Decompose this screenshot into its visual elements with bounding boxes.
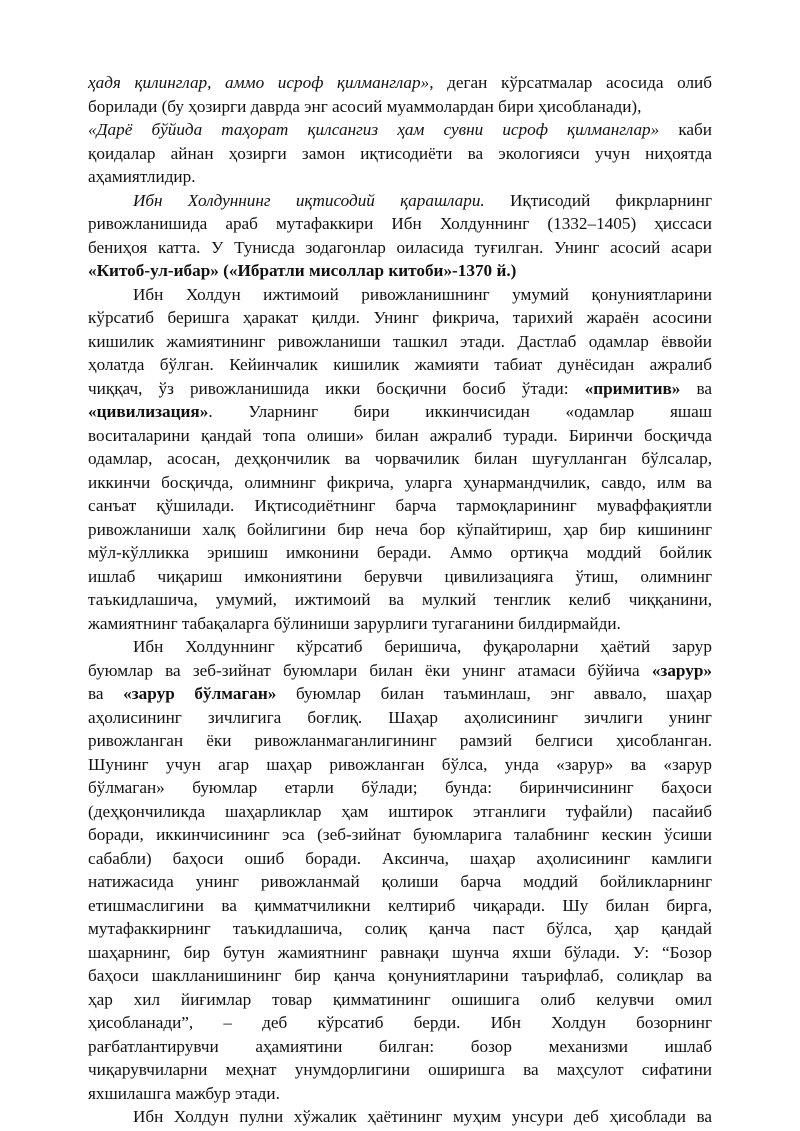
section-heading-line: Ибн Холдуннинг иқтисодий қарашлари. Иқтисодий фикрларнинг bbox=[133, 190, 712, 210]
text-line: етишмаслигини ва қимматчиликни келтириб чиқаради. Шу билан бирга, bbox=[88, 895, 712, 915]
text-line: натижасида унинг ривожланмай қолиши барча моддий бойликларнинг bbox=[88, 872, 712, 891]
term-civilization: «цивилизация» bbox=[88, 402, 209, 421]
text-line: таъкидлашича, умумий, ижтимоий ва мулкий тенглик келиб чиққанини, bbox=[88, 590, 712, 609]
text-line: яхшилашга мажбур этади. bbox=[88, 1083, 280, 1103]
text-line: одамлар, асосан, деҳқончилик ва чорвачилик билан шуғулланган бўлсалар, bbox=[88, 449, 712, 468]
text-line: санъат қўшилади. Иқтисодиётнинг барча тармоқларининг муваффақиятли bbox=[88, 496, 712, 515]
text-line: мўл-кўлликка эришиш имконини беради. Аммо ортиқча моддий бойлик bbox=[88, 543, 712, 562]
text-line: ривожланиши халқ бойлигини бир неча бор кўпайтириш, ҳар бир кишининг bbox=[88, 519, 712, 539]
text-line: аҳолисининг зичлигига боғлиқ. Шаҳар аҳолисининг зичлиги унинг bbox=[88, 707, 712, 727]
section-heading: Ибн Холдуннинг иқтисодий қарашлари. bbox=[133, 190, 485, 210]
italic-quote: «Дарё бўйида таҳорат қилсангиз ҳам сувни исроф қилманглар» bbox=[88, 120, 660, 139]
text-line: ишлаб чиқариш имкониятини берувчи цивилизацияга ўтиш, олимнинг bbox=[88, 566, 712, 586]
text-line: ҳолатда бўлган. Кейинчалик кишилик жамияти табиат дунёсидан ажралиб bbox=[88, 355, 712, 374]
text-line: боради, иккинчисининг эса (зеб-зийнат буюмларига талабнинг кескин ўсиши bbox=[88, 825, 712, 844]
text-line: рағбатлантирувчи аҳамиятини билган: бозор механизми ишлаб bbox=[88, 1036, 712, 1056]
text-line: жамиятнинг табақаларга бўлиниши зарурлиги тугаганини билдирмайди. bbox=[88, 613, 621, 633]
text-line: ҳисобланади”, – деб кўрсатиб берди. Ибн Холдун бозорнинг bbox=[88, 1013, 712, 1032]
text-line: Ибн Холдун пулни хўжалик ҳаётининг муҳим унсури деб ҳисоблади ва bbox=[133, 1107, 712, 1126]
text-line: бениҳоя катта. У Тунисда зодагонлар оиласида туғилган. Унинг асосий асари bbox=[88, 237, 712, 257]
text-line: воситаларини қандай топа олиши» билан ажралиб туради. Биринчи босқичда bbox=[88, 425, 712, 445]
term-primitive: «примитив» bbox=[584, 378, 681, 398]
text-line: ва «зарур бўлмаган» буюмлар билан таъминлаш, энг аввало, шаҳар bbox=[88, 684, 712, 703]
text-line: мутафаккирнинг таъкидлашича, солиқ қанча паст бўлса, ҳар қандай bbox=[88, 919, 712, 938]
text-line: буюмлар ва зеб-зийнат буюмлари билан ёки унинг атамаси бўйича «зарур» bbox=[88, 660, 712, 680]
text-line: чиқарувчиларни меҳнат унумдорлигини оширишга ва маҳсулот сифатини bbox=[88, 1060, 712, 1079]
text-line: Шунинг учун агар шаҳар ривожланган бўлса, унда «зарур» ва «зарур bbox=[88, 754, 712, 774]
text-line: Ибн Холдун ижтимоий ривожланишнинг умумий қонуниятларини bbox=[133, 284, 712, 304]
text-line: кўрсатиб беришга ҳаракат қилди. Унинг фикрича, тарихий жараён асосини bbox=[88, 308, 712, 327]
text-line: ривожланишида араб мутафаккири Ибн Холдуннинг (1332–1405) ҳиссаси bbox=[88, 214, 712, 233]
text-line: борилади (бу ҳозирги даврда энг асосий муаммолардан бири ҳисобланади), bbox=[88, 96, 642, 116]
text-line: қоидалар айнан ҳозирги замон иқтисодиёти ва экологияси учун ниҳоятда bbox=[88, 143, 712, 163]
text-line: кишилик жамиятининг ривожланиши ташкил этади. Дастлаб одамлар ёввойи bbox=[88, 331, 712, 351]
text-line: бўлмаган» буюмлар етарли бўлади; бунда: биринчисининг баҳоси bbox=[88, 778, 712, 797]
text-line: иккинчи босқичда, олимнинг фикрича, уларга ҳунармандчилик, савдо, илм ва bbox=[88, 472, 712, 492]
text-line: сабабли) баҳоси ошиб боради. Аксинча, шаҳар аҳолисининг камлиги bbox=[88, 848, 712, 868]
text-line: баҳоси шаклланишининг бир қанча қонуниятларини таърифлаб, солиқлар ва bbox=[88, 966, 712, 985]
text-line: ҳар хил йиғимлар товар қимматининг ошишига олиб келувчи омил bbox=[88, 989, 712, 1009]
text-line: (деҳқончиликда шаҳарликлар ҳам иштирок этганлиги туфайли) пасайиб bbox=[88, 801, 712, 821]
book-title: «Китоб-ул-ибар» («Ибратли мисоллар китоби»-1370 й.) bbox=[88, 261, 517, 280]
text-line: аҳамиятлидир. bbox=[88, 167, 196, 186]
text-line: Ибн Холдуннинг кўрсатиб беришича, фуқароларни ҳаётий зарур bbox=[133, 637, 712, 656]
text-line: чиққач, ўз ривожланишида икки босқични босиб ўтади: «примитив» ва bbox=[88, 378, 712, 398]
text-line bbox=[88, 260, 712, 282]
text-line: ривожланган ёки ривожланмаганлигининг рамзий белгиси ҳисобланган. bbox=[88, 731, 712, 750]
italic-quote: ҳадя қилинглар, аммо исроф қилманглар», bbox=[88, 73, 434, 92]
term-unnecessary: «зарур бўлмаган» bbox=[123, 684, 277, 703]
term-necessary: «зарур» bbox=[651, 660, 712, 680]
text-line: «цивилизация». Уларнинг бири иккинчисидан «одамлар яшаш bbox=[88, 402, 712, 421]
text-line: шаҳарнинг, бир бутун жамиятнинг равнақи шунча яхши бўлади. У: “Бозор bbox=[88, 942, 712, 962]
text-line: ҳадя қилинглар, аммо исроф қилманглар», деган кўрсатмалар асосида олиб bbox=[88, 73, 712, 92]
text-line: «Дарё бўйида таҳорат қилсангиз ҳам сувни исроф қилманглар» каби bbox=[88, 120, 713, 139]
